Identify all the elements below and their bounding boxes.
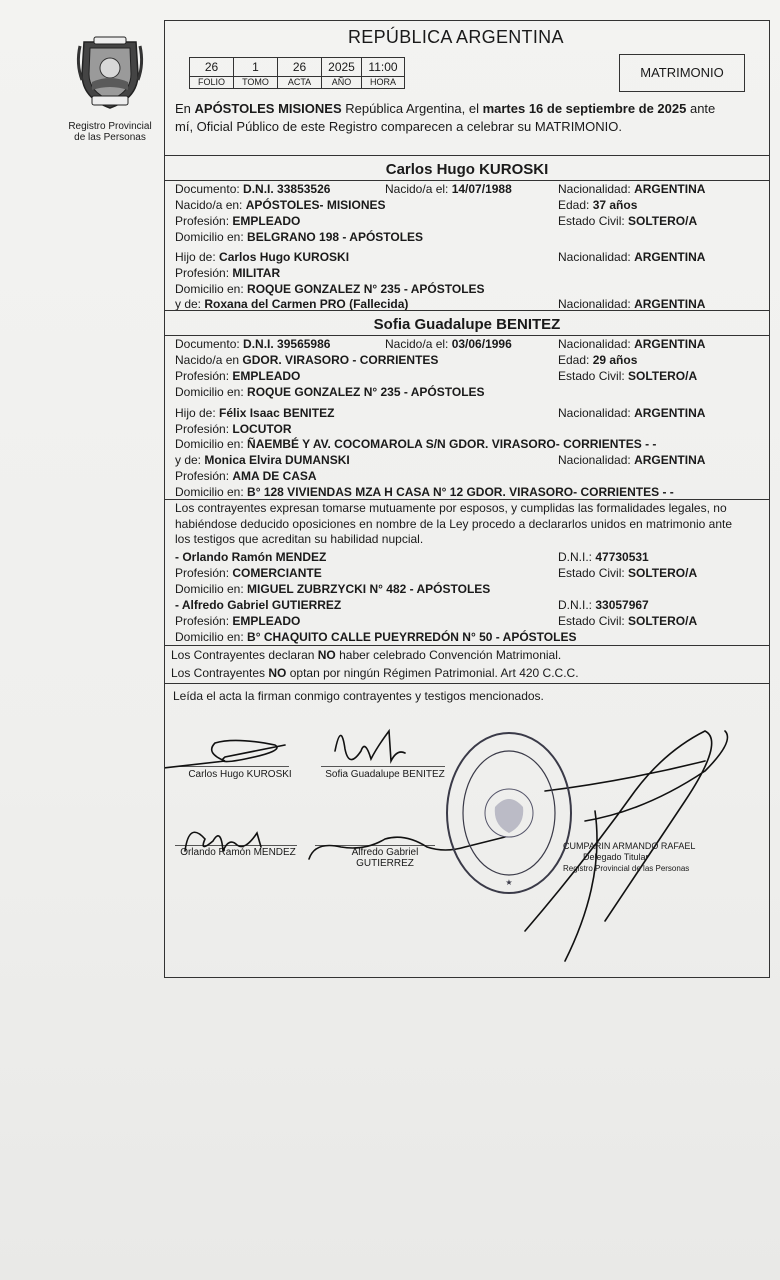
- witness2-dni: D.N.I.: 33057967: [558, 598, 649, 612]
- country-title: REPÚBLICA ARGENTINA: [348, 27, 564, 47]
- witness2-address: Domicilio en: B° CHAQUITO CALLE PUEYRREDÓN N° 50 - APÓSTOLES: [175, 630, 577, 644]
- witness2-name: - Alfredo Gabriel GUTIERREZ: [175, 598, 342, 612]
- bride-birthdate: Nacido/a el: 03/06/1996: [385, 337, 512, 351]
- witness1-profession: Profesión: COMERCIANTE: [175, 566, 322, 580]
- groom-father-profession: Profesión: MILITAR: [175, 266, 281, 280]
- patrimonial-convention: Los Contrayentes declaran NO haber celebrado Convención Matrimonial.: [171, 648, 562, 662]
- bride-name: Sofia Guadalupe BENITEZ: [373, 316, 561, 333]
- folio-cell: 26 FOLIO: [189, 57, 234, 89]
- bride-civil-status: Estado Civil: SOLTERO/A: [558, 369, 698, 383]
- year-cell: 2025 AÑO: [321, 57, 362, 89]
- intro-line2: mí, Oficial Público de este Registro comparecen a celebrar su MATRIMONIO.: [175, 119, 622, 134]
- groom-mother: y de: Roxana del Carmen PRO (Fallecida): [175, 297, 409, 311]
- groom-address: Domicilio en: BELGRANO 198 - APÓSTOLES: [175, 230, 424, 244]
- groom-birthplace: Nacido/a en: APÓSTOLES- MISIONES: [175, 198, 386, 212]
- witness1-dni: D.N.I.: 47730531: [558, 550, 649, 564]
- hour-cell: 11:00 HORA: [361, 57, 405, 89]
- registry-stamp: [443, 729, 575, 897]
- groom-age: Edad: 37 años: [558, 198, 638, 212]
- witness2-civil-status: Estado Civil: SOLTERO/A: [558, 614, 698, 628]
- official-stamp-text: [563, 841, 695, 874]
- bride-document: Documento: D.N.I. 39565986: [175, 337, 331, 351]
- witness2-signature-label: Alfredo Gabriel GUTIERREZ: [351, 847, 419, 869]
- tomo-cell: 1 TOMO: [233, 57, 278, 89]
- groom-nationality: Nacionalidad: ARGENTINA: [558, 182, 706, 196]
- bride-father-address: Domicilio en: ÑAEMBÉ Y AV. COCOMAROLA S/N GDOR. VIRASORO- CORRIENTES - -: [175, 437, 657, 451]
- marriage-certificate-form: [164, 20, 770, 978]
- groom-name: Carlos Hugo KUROSKI: [385, 161, 549, 178]
- groom-mother-nationality: Nacionalidad: ARGENTINA: [558, 297, 706, 311]
- witness1-name: - Orlando Ramón MENDEZ: [175, 550, 327, 564]
- acta-cell: 26 ACTA: [277, 57, 322, 89]
- bride-mother-address: Domicilio en: B° 128 VIVIENDAS MZA H CASA N° 12 GDOR. VIRASORO- CORRIENTES - -: [175, 485, 674, 499]
- bride-birthplace: Nacido/a en GDOR. VIRASORO - CORRIENTES: [175, 353, 439, 367]
- groom-father-address: Domicilio en: ROQUE GONZALEZ N° 235 - APÓSTOLES: [175, 282, 485, 296]
- svg-text:★: ★: [505, 878, 513, 887]
- official-name: CUMPARIN ARMANDO RAFAEL: [563, 841, 696, 851]
- witness1-signature-label: Orlando Ramón MENDEZ: [180, 847, 296, 858]
- bride-father-nationality: Nacionalidad: ARGENTINA: [558, 406, 706, 420]
- registry-logo: [62, 34, 158, 143]
- groom-signature-label: Carlos Hugo KUROSKI: [188, 769, 292, 780]
- bride-mother-nationality: Nacionalidad: ARGENTINA: [558, 453, 706, 467]
- groom-signature: [165, 740, 285, 769]
- bride-profession: Profesión: EMPLEADO: [175, 369, 301, 383]
- bride-address: Domicilio en: ROQUE GONZALEZ N° 235 - APÓSTOLES: [175, 385, 485, 399]
- bride-signature: [335, 731, 405, 761]
- patrimonial-regime: Los Contrayentes NO optan por ningún Régimen Patrimonial. Art 420 C.C.C.: [171, 666, 579, 680]
- bride-signature-label: Sofia Guadalupe BENITEZ: [325, 769, 445, 780]
- witness1-address: Domicilio en: MIGUEL ZUBRZYCKI N° 482 - APÓSTOLES: [175, 582, 491, 596]
- bride-nationality: Nacionalidad: ARGENTINA: [558, 337, 706, 351]
- closing-statement: Leída el acta la firman conmigo contrayentes y testigos mencionados.: [173, 689, 544, 703]
- witness1-civil-status: Estado Civil: SOLTERO/A: [558, 566, 698, 580]
- declaration-text: Los contrayentes expresan tomarse mutuamente por esposos, y cumplidas las formalidades legales, no habiéndose deducido oposiciones en nombre de la Ley procedo a declararlos unidos en matrimonio ante los testigos que acreditan su habilidad nupcial.: [175, 501, 733, 546]
- witness1-signature: [185, 832, 261, 851]
- bride-mother-profession: Profesión: AMA DE CASA: [175, 469, 317, 483]
- registry-caption-line1: Registro Provincial: [68, 121, 152, 132]
- groom-civil-status: Estado Civil: SOLTERO/A: [558, 214, 698, 228]
- groom-father: Hijo de: Carlos Hugo KUROSKI: [175, 250, 350, 264]
- bride-mother: y de: Monica Elvira DUMANSKI: [175, 453, 350, 467]
- official-role: Delegado Titular: [583, 852, 649, 862]
- provincia-misiones-emblem: [74, 34, 146, 112]
- groom-document: Documento: D.N.I. 33853526: [175, 182, 331, 196]
- bride-father-profession: Profesión: LOCUTOR: [175, 422, 292, 436]
- groom-profession: Profesión: EMPLEADO: [175, 214, 301, 228]
- official-org: Registro Provincial de las Personas: [563, 864, 690, 873]
- groom-birthdate: Nacido/a el: 14/07/1988: [385, 182, 512, 196]
- registry-caption-line2: de las Personas: [74, 132, 146, 143]
- bride-age: Edad: 29 años: [558, 353, 638, 367]
- intro-line1: En APÓSTOLES MISIONES República Argentina, el martes 16 de septiembre de 2025 ante: [175, 101, 716, 116]
- groom-father-nationality: Nacionalidad: ARGENTINA: [558, 250, 706, 264]
- act-type-box: MATRIMONIO: [619, 54, 745, 92]
- witness2-profession: Profesión: EMPLEADO: [175, 614, 301, 628]
- bride-father: Hijo de: Félix Isaac BENITEZ: [175, 406, 335, 420]
